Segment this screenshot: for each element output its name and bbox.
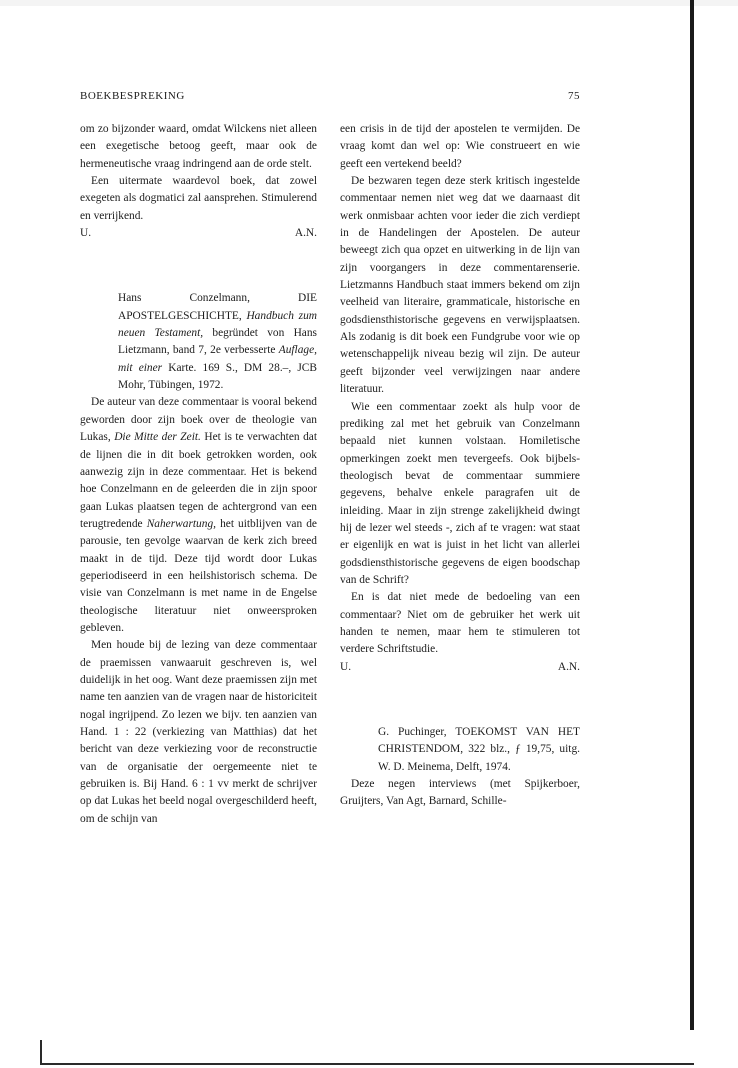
left-column	[80, 121, 317, 828]
page-number: 75	[568, 90, 580, 102]
signature-author: A.N.	[557, 660, 580, 673]
paragraph: Een uitermate waardevol boek, dat zowel exegeten als dogmatici zal aansprehen. Stimulerend en verrijkend.	[80, 175, 317, 222]
bib-series: Handbuch zum neuen Testament,	[118, 309, 317, 340]
book-title: Die Mitte der Zeit.	[114, 431, 201, 444]
signature-line	[80, 225, 317, 242]
text-run: het uitblijven van de parousie, ten gevolge waarvan de kerk zich breed maakt in de tijd. Deze tijd wordt door Lukas geperiodiseerd in een heilshistorisch schema. De visie van Conzelmann is met name in de Engelse theologische literatuur niet onweersproken gebleven.	[80, 517, 317, 634]
bib-einer: einer	[138, 361, 163, 374]
text-run: De auteur van deze commentaar is vooral bekend geworden door zijn boek over de theologie van Lukas,	[80, 396, 317, 444]
paragraph: Deze negen interviews (met Spijkerboer, Gruijters, Van Agt, Barnard, Schille-	[340, 778, 580, 808]
running-head-title: BOEKBESPREKING	[80, 90, 185, 102]
scan-bottom-edge	[40, 1063, 694, 1065]
bib-author-title: Hans Conzelmann, DIE APOSTELGESCHICHTE,	[118, 292, 317, 322]
bib-founder: begründet von Hans Lietzmann, band 7, 2e verbesserte	[118, 327, 317, 357]
bib-edition: Auflage,	[278, 344, 318, 357]
right-column	[340, 121, 580, 811]
paragraph: Wie een commentaar zoekt als hulp voor de prediking zal met het gebruik van Conzelmann bepaald niet kunnen volstaan. Homiletische opmerkingen zoekt men tevergeefs. Ook bijbels-theologisch bevat de commentaar summiere gegevens, behalve enkele paragrafen uit de inleiding. Maar in zijn strenge zakelijkheid dwingt hij de lezer wel steeds -, zich af te vragen: wat staat er eigenlijk en wat is juist in het licht van allerlei godsdiensthistorische gegevens de eigen boodschap van de Schrift?	[340, 400, 580, 586]
paragraph: En is dat niet mede de bedoeling van een commentaar? Niet om de gebruiker het werk uit handen te nemen, maar hem te stimuleren tot verdere Schriftstudie.	[340, 591, 580, 656]
scan-right-edge	[690, 0, 694, 1030]
paragraph: De bezwaren tegen deze sterk kritisch ingestelde commentaar nemen niet weg dat we daarnaast dit werk onmisbaar achten voor ieder die zich verdiept in de Handelingen der Apostelen. De auteur beweegt zich qua opzet en uitwerking in de lijn van zijn voorgangers in deze commentarenserie. Lietzmanns Handbuch staat immers bekend om zijn veelheid van literaire, grammaticale, historische en godsdiensthistorische gegevens en verwijsplaatsen. Als zodanig is dit boek een Fundgrube voor wie op wetenschappelijk niveau bezig wil zijn. De auteur geeft bijzonder veel verwijzingen naar andere literatuur.	[340, 175, 580, 396]
bibliographic-entry: G. Puchinger, TOEKOMST VAN HET CHRISTENDOM, 322 blz., ƒ 19,75, uitg. W. D. Meinema, Delft, 1974.	[378, 726, 580, 773]
scan-corner-edge	[40, 1040, 42, 1065]
paragraph: Men houde bij de lezing van deze commentaar de praemissen vanwaaruit geschreven is, wel duidelijk in het oog. Want deze praemissen zijn met name ten aanzien van de vragen naar de historiciteit nogal ingrijpend. Zo lezen we bijv. ten aanzien van Hand. 1 : 22 (verkiezing van Matthias) dat het bericht van deze verkiezing voor de reconstructie van de organisatie der oergemeente niet te gebruiken is. Bij Hand. 6 : 1 vv merkt de schrijver op dat Lukas het beeld nogal overgeschilderd heeft, om de schijn van	[80, 639, 317, 825]
signature-initial: U.	[80, 227, 92, 240]
signature-line	[340, 659, 580, 676]
bib-mit: mit	[118, 361, 133, 374]
scan-top-edge	[0, 0, 738, 6]
paragraph	[80, 394, 317, 637]
text-run: Het is te verwachten dat de lijnen die in dit boek getrokken worden, ook aanwezig zijn in deze commentaar. Het is bekend hoe Conzelmann en de geleerden die in zijn spoor gaan Lukas plaatsen tegen de achtergrond van een terugtredende	[80, 431, 318, 530]
bibliographic-entry	[118, 290, 317, 394]
signature-author: A.N.	[294, 227, 317, 240]
term: Naherwartung,	[146, 517, 216, 530]
bib-details: Karte. 169 S., DM 28.–, JCB Mohr, Tübingen, 1972.	[118, 361, 317, 392]
paragraph: een crisis in de tijd der apostelen te vermijden. De vraag komt dan wel op: Wie construeert en wie geeft een vertekend beeld?	[340, 123, 580, 170]
paragraph: om zo bijzonder waard, omdat Wilckens niet alleen een exegetische betoog geeft, maar ook de hermeneutische vraag indringend aan de orde stelt.	[80, 123, 317, 170]
signature-initial: U.	[340, 660, 352, 673]
